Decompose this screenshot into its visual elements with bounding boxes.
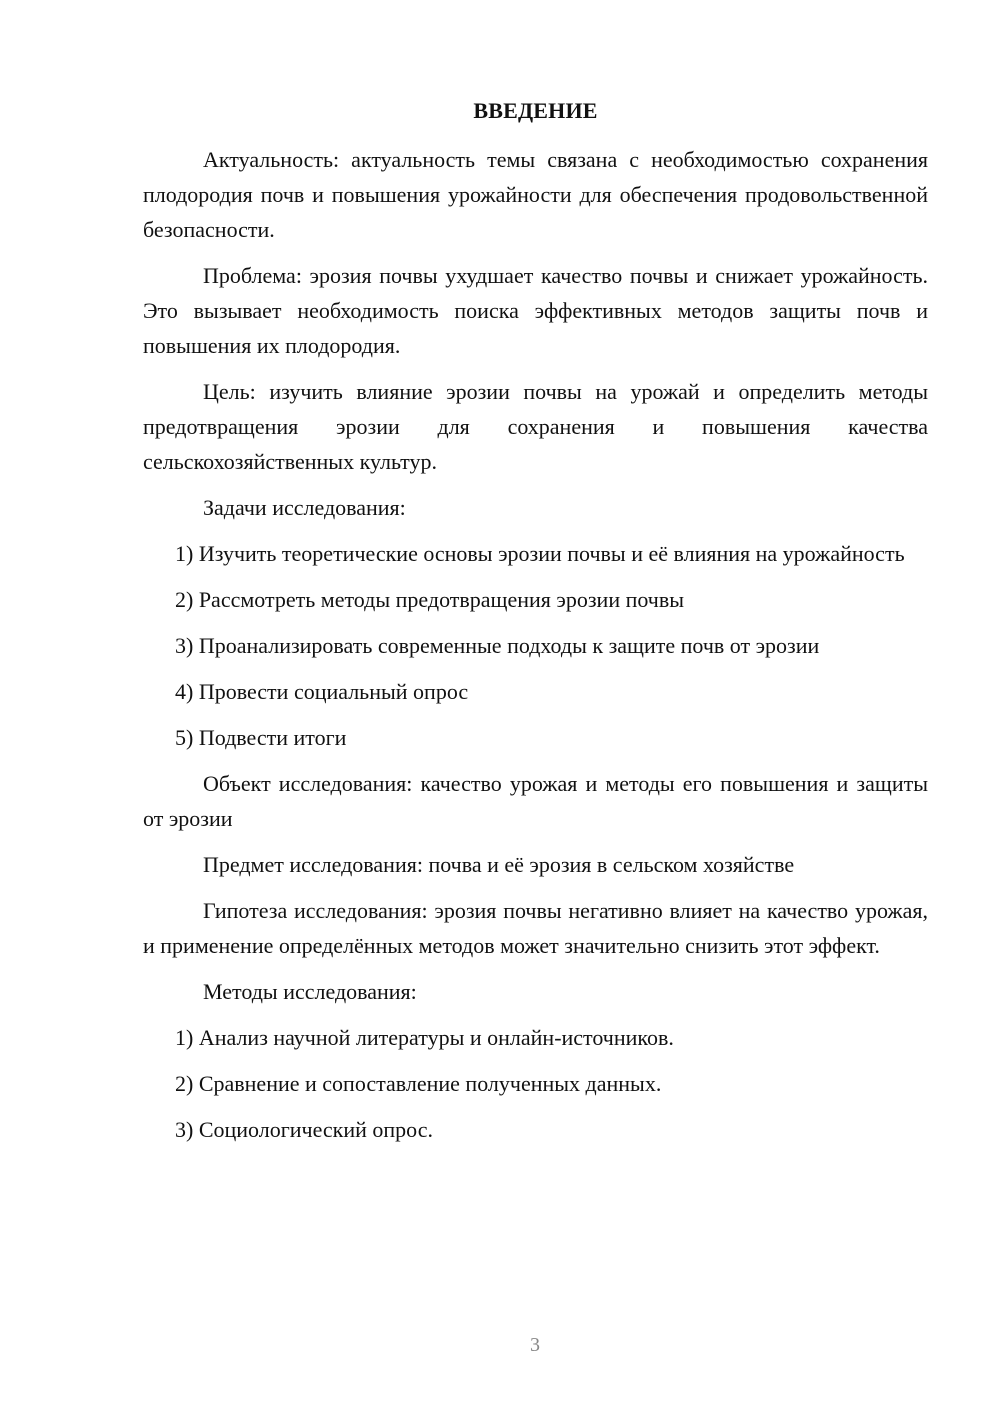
- task-item-5: 5) Подвести итоги: [175, 725, 347, 750]
- tasks-heading: Задачи исследования:: [203, 495, 406, 520]
- object-paragraph: Объект исследования: качество урожая и методы его повышения и защиты от эрозии: [143, 771, 928, 831]
- page-content: [143, 96, 928, 1158]
- method-item-1: 1) Анализ научной литературы и онлайн-источников.: [175, 1025, 674, 1050]
- methods-heading: Методы исследования:: [203, 979, 417, 1004]
- relevance-paragraph: Актуальность: актуальность темы связана с необходимостью сохранения плодородия почв и повышения урожайности для обеспечения продовольственной безопасности.: [143, 147, 928, 242]
- hypothesis-paragraph: Гипотеза исследования: эрозия почвы негативно влияет на качество урожая, и применение определённых методов может значительно снизить этот эффект.: [143, 898, 928, 958]
- task-item-4: 4) Провести социальный опрос: [175, 679, 469, 704]
- task-item-2: 2) Рассмотреть методы предотвращения эрозии почвы: [175, 587, 685, 612]
- method-item-3: 3) Социологический опрос.: [175, 1117, 433, 1142]
- problem-paragraph: Проблема: эрозия почвы ухудшает качество почвы и снижает урожайность. Это вызывает необходимость поиска эффективных методов защиты почв и повышения их плодородия.: [143, 263, 928, 358]
- section-title: ВВЕДЕНИЕ: [473, 98, 598, 123]
- task-item-3: 3) Проанализировать современные подходы к защите почв от эрозии: [175, 633, 820, 658]
- subject-paragraph: Предмет исследования: почва и её эрозия в сельском хозяйстве: [203, 852, 795, 877]
- page-number: 3: [530, 1334, 540, 1356]
- goal-paragraph: Цель: изучить влияние эрозии почвы на урожай и определить методы предотвращения эрозии для сохранения и повышения качества сельскохозяйственных культур.: [143, 379, 928, 474]
- task-item-1: 1) Изучить теоретические основы эрозии почвы и её влияния на урожайность: [175, 541, 905, 566]
- method-item-2: 2) Сравнение и сопоставление полученных данных.: [175, 1071, 662, 1096]
